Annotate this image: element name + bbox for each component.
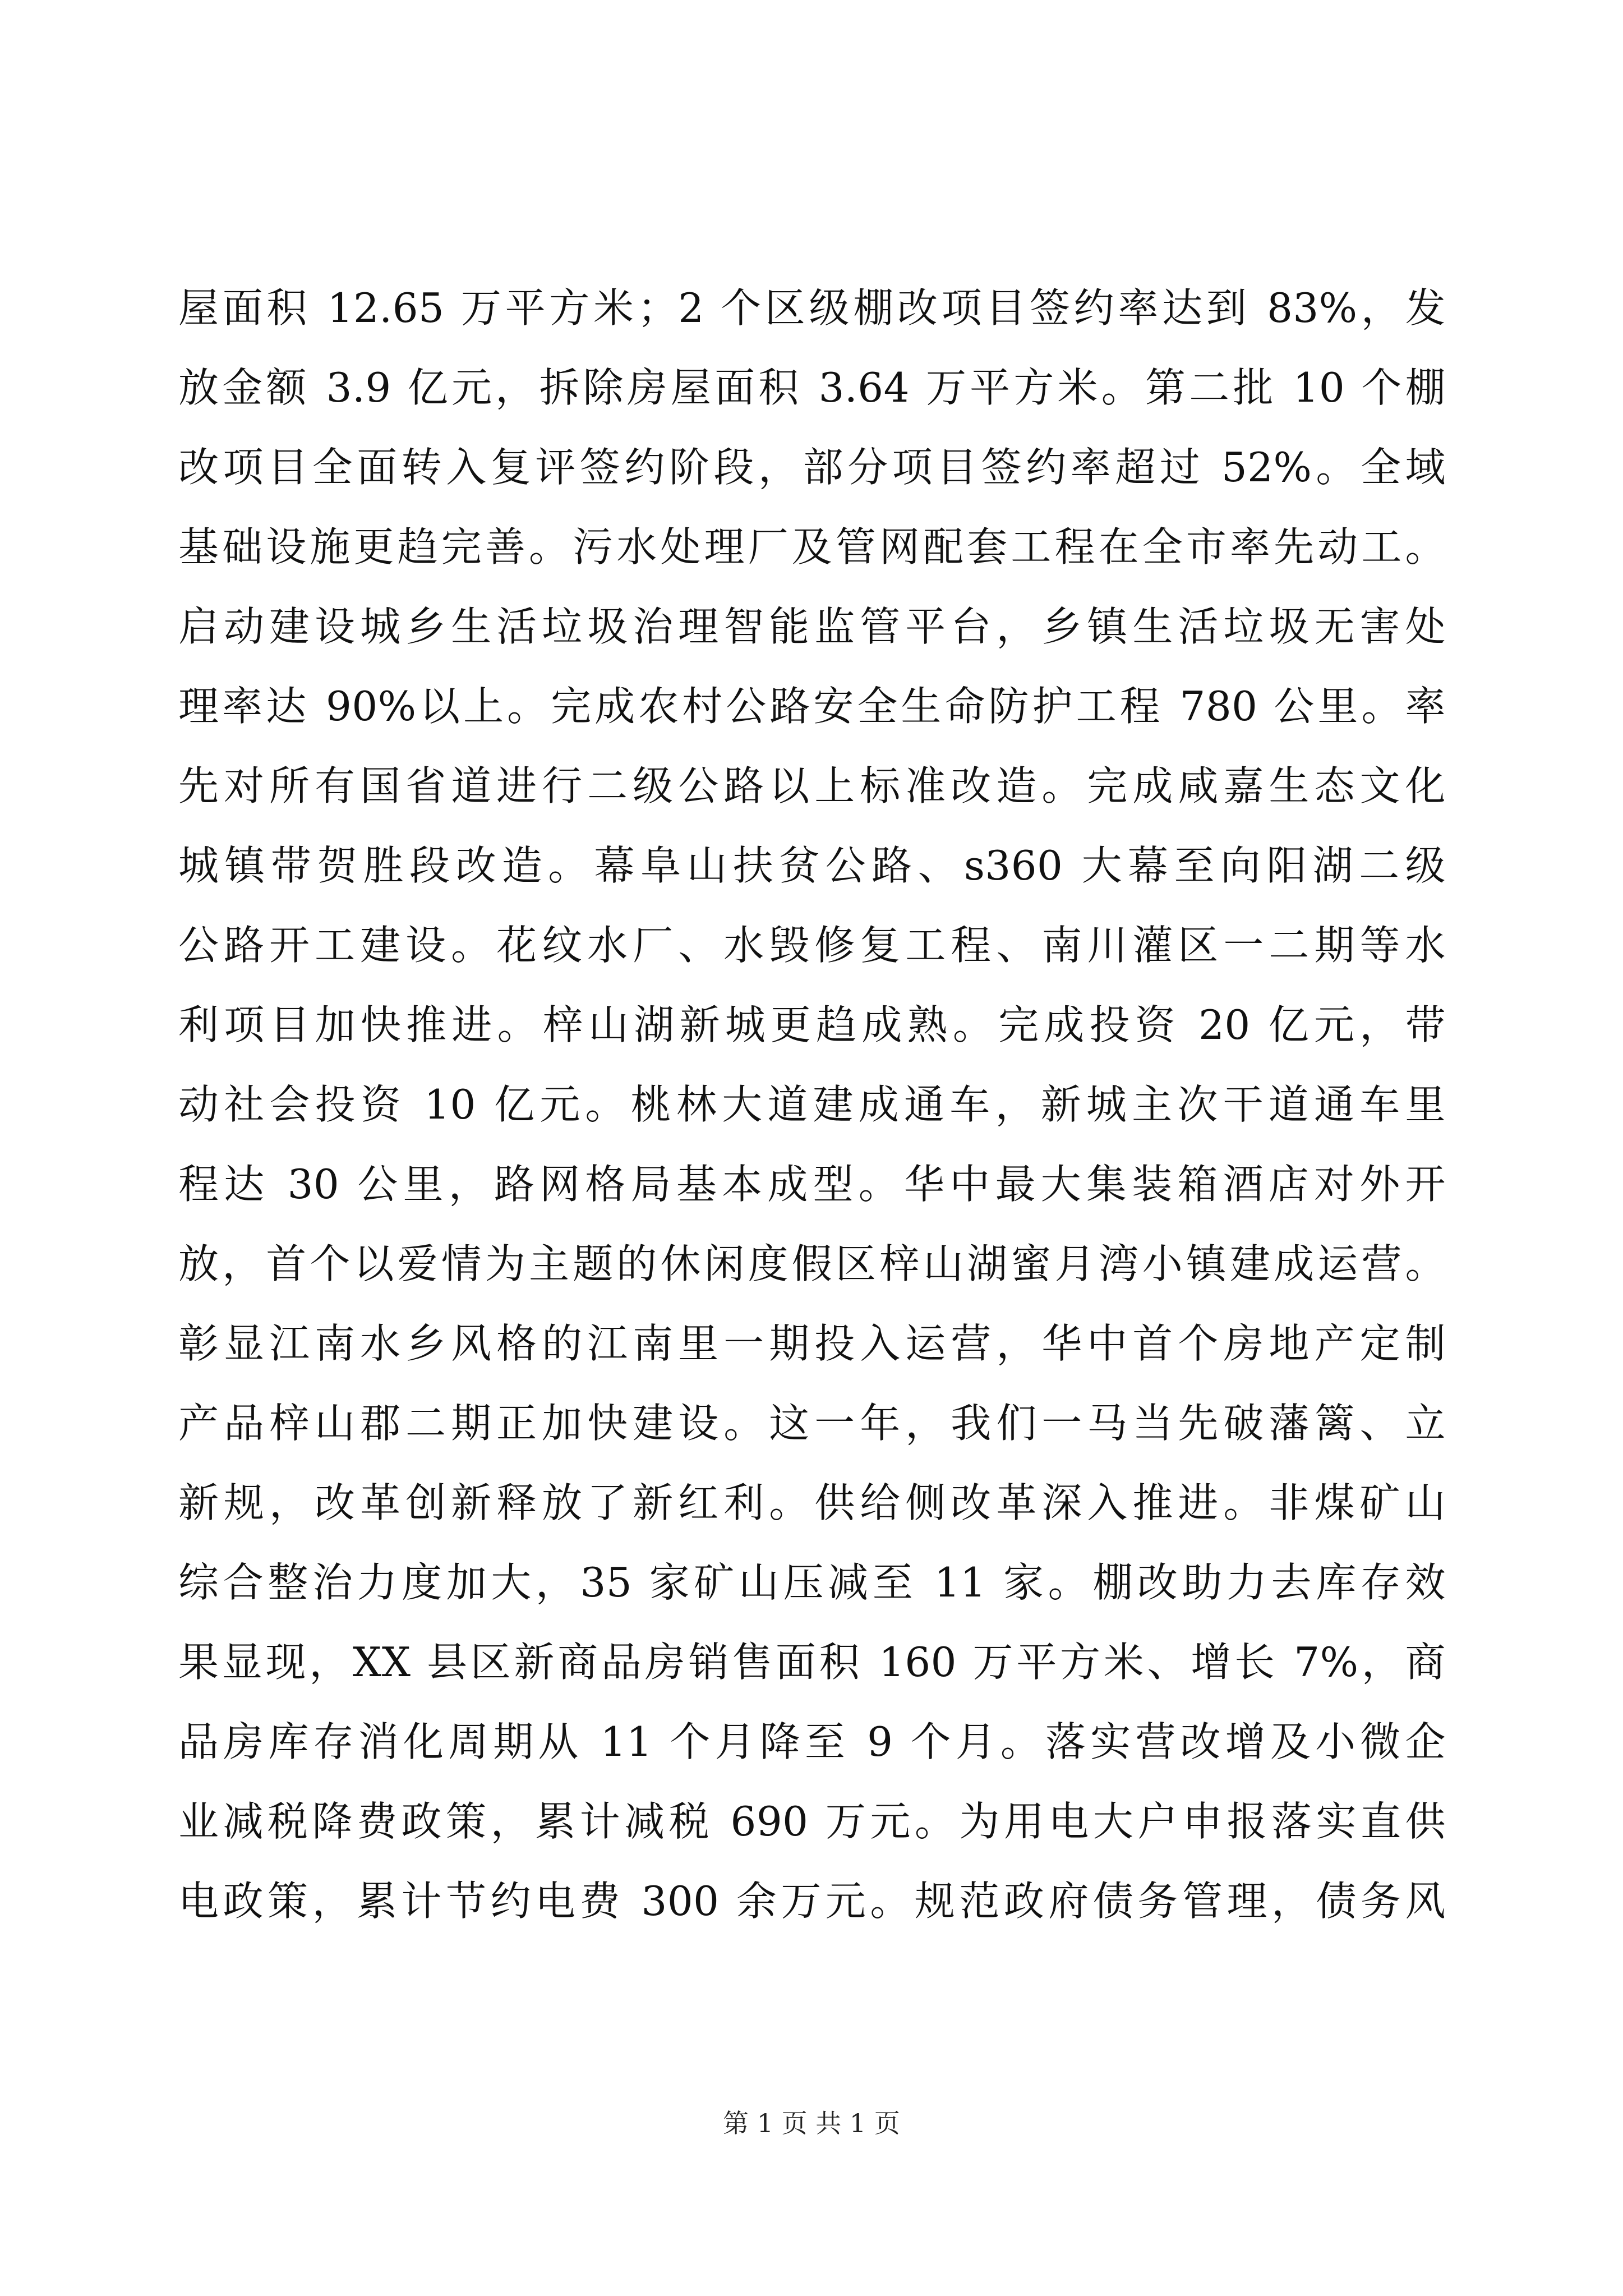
text-line: 果显现，XX 县区新商品房销售面积 160 万平方米、增长 7%，商 <box>178 1639 1446 1686</box>
text-line: 新规，改革创新释放了新红利。供给侧改革深入推进。非煤矿山 <box>178 1479 1446 1526</box>
text-line: 基础设施更趋完善。污水处理厂及管网配套工程在全市率先动工。 <box>178 523 1446 570</box>
text-line: 放金额 3.9 亿元，拆除房屋面积 3.64 万平方米。第二批 10 个棚 <box>178 364 1446 411</box>
body-text <box>178 268 1446 1941</box>
text-line: 利项目加快推进。梓山湖新城更趋成熟。完成投资 20 亿元，带 <box>178 1001 1446 1048</box>
text-line: 放，首个以爱情为主题的休闲度假区梓山湖蜜月湾小镇建成运营。 <box>178 1240 1446 1287</box>
text-line: 公路开工建设。花纹水厂、水毁修复工程、南川灌区一二期等水 <box>178 922 1446 969</box>
text-line: 电政策，累计节约电费 300 余万元。规范政府债务管理，债务风 <box>178 1878 1446 1925</box>
text-line: 产品梓山郡二期正加快建设。这一年，我们一马当先破藩篱、立 <box>178 1400 1446 1447</box>
text-line: 启动建设城乡生活垃圾治理智能监管平台，乡镇生活垃圾无害处 <box>178 603 1446 650</box>
text-line: 综合整治力度加大，35 家矿山压减至 11 家。棚改助力去库存效 <box>178 1559 1446 1606</box>
text-line: 彰显江南水乡风格的江南里一期投入运营，华中首个房地产定制 <box>178 1320 1446 1367</box>
text-line: 城镇带贺胜段改造。幕阜山扶贫公路、s360 大幕至向阳湖二级 <box>178 842 1446 889</box>
text-line: 动社会投资 10 亿元。桃林大道建成通车，新城主次干道通车里 <box>178 1081 1446 1128</box>
text-line: 品房库存消化周期从 11 个月降至 9 个月。落实营改增及小微企 <box>178 1718 1446 1765</box>
text-line: 程达 30 公里，路网格局基本成型。华中最大集装箱酒店对外开 <box>178 1161 1446 1208</box>
text-line: 理率达 90%以上。完成农村公路安全生命防护工程 780 公里。率 <box>178 683 1446 730</box>
text-line: 业减税降费政策，累计减税 690 万元。为用电大户申报落实直供 <box>178 1798 1446 1845</box>
text-line: 屋面积 12.65 万平方米；2 个区级棚改项目签约率达到 83%，发 <box>178 284 1446 332</box>
text-line: 改项目全面转入复评签约阶段，部分项目签约率超过 52%。全域 <box>178 444 1446 491</box>
text-line: 先对所有国省道进行二级公路以上标准改造。完成咸嘉生态文化 <box>178 762 1446 809</box>
page-footer: 第 1 页 共 1 页 <box>723 2108 900 2138</box>
